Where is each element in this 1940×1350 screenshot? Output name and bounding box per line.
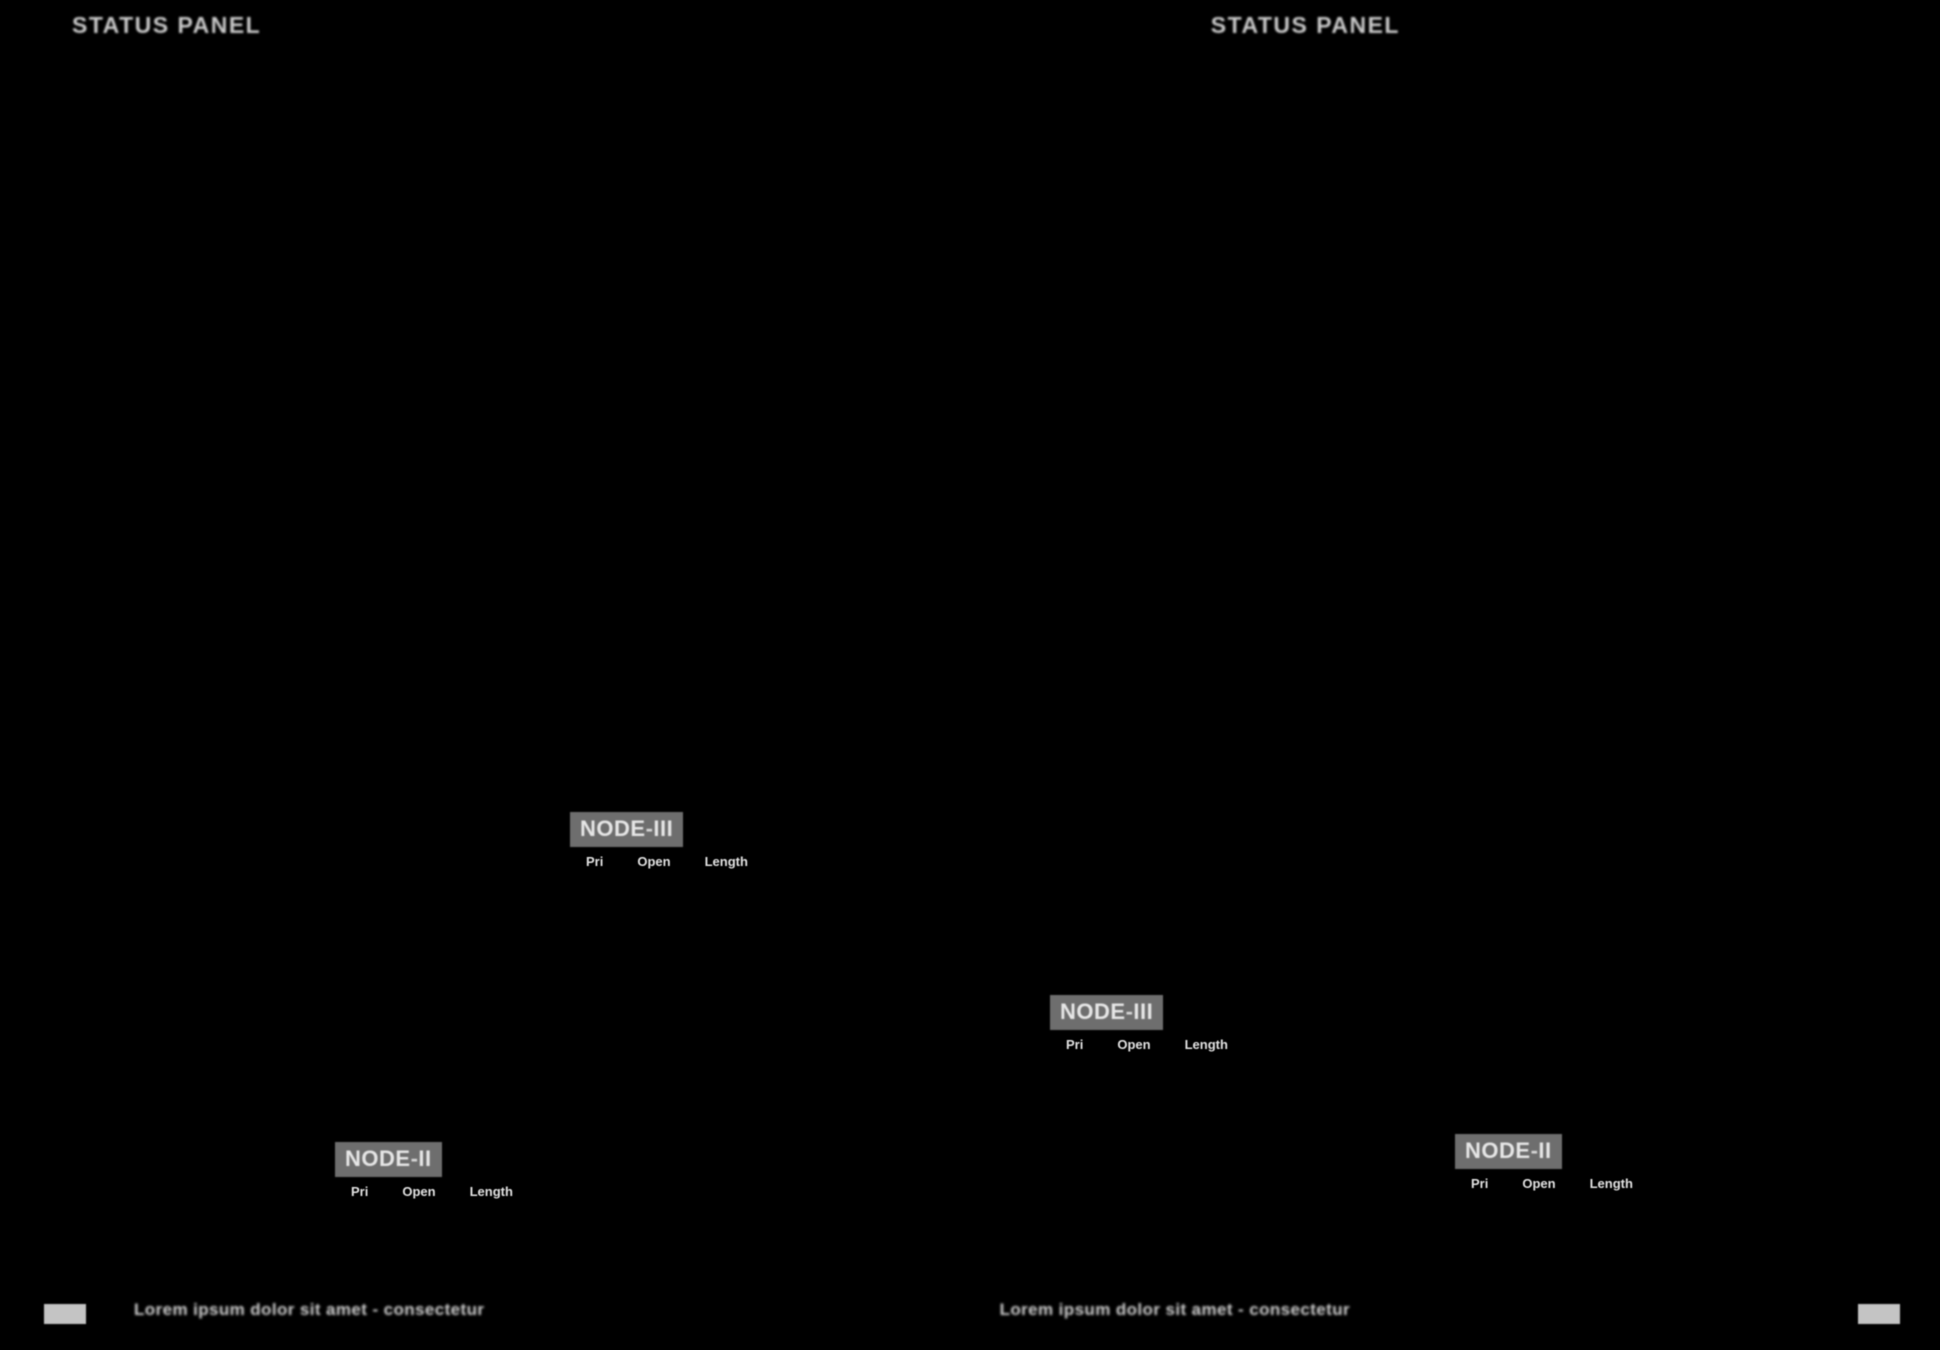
map-node[interactable] xyxy=(335,1142,513,1199)
node-separator: - xyxy=(410,1146,419,1171)
node-metric-0: Pri xyxy=(351,1184,369,1199)
map-node[interactable] xyxy=(1455,1134,1633,1191)
node-label: NODE xyxy=(1060,999,1126,1024)
main-stage xyxy=(0,62,1940,1284)
node-value: II xyxy=(1538,1138,1552,1163)
node-metric-1: Open xyxy=(1117,1037,1151,1052)
node-metric-1: Open xyxy=(402,1184,436,1199)
node-label: NODE xyxy=(580,816,646,841)
node-metric-2: Length xyxy=(469,1184,513,1199)
map-node[interactable] xyxy=(1050,995,1228,1052)
node-metric-1: Open xyxy=(1522,1176,1556,1191)
node-chip[interactable] xyxy=(1455,1134,1562,1169)
header-title-left: STATUS PANEL xyxy=(72,12,262,38)
node-metric-0: Pri xyxy=(1471,1176,1489,1191)
node-metrics xyxy=(335,1184,513,1199)
node-label: NODE xyxy=(345,1146,411,1171)
node-metrics xyxy=(1050,1037,1228,1052)
header-bar xyxy=(0,0,1940,62)
node-metric-2: Length xyxy=(1589,1176,1633,1191)
node-chip[interactable] xyxy=(335,1142,442,1177)
header-title-right: STATUS PANEL xyxy=(1210,12,1400,38)
node-value: III xyxy=(653,816,674,841)
footer-badge-right[interactable] xyxy=(1858,1304,1900,1324)
node-chip[interactable] xyxy=(570,812,683,847)
footer-status-bar xyxy=(0,1284,1940,1350)
footer-text-right: Lorem ipsum dolor sit amet - consectetur xyxy=(999,1300,1350,1319)
node-separator: - xyxy=(645,816,654,841)
node-value: III xyxy=(1133,999,1154,1024)
node-metric-0: Pri xyxy=(586,854,604,869)
node-metric-2: Length xyxy=(1184,1037,1228,1052)
map-node[interactable] xyxy=(570,812,748,869)
node-separator: - xyxy=(1125,999,1134,1024)
node-metrics xyxy=(1455,1176,1633,1191)
node-metric-2: Length xyxy=(704,854,748,869)
footer-badge-left[interactable] xyxy=(44,1304,86,1324)
node-value: II xyxy=(418,1146,432,1171)
node-separator: - xyxy=(1530,1138,1539,1163)
node-chip[interactable] xyxy=(1050,995,1163,1030)
footer-text-left: Lorem ipsum dolor sit amet - consectetur xyxy=(134,1300,485,1319)
node-metrics xyxy=(570,854,748,869)
node-metric-1: Open xyxy=(637,854,671,869)
node-label: NODE xyxy=(1465,1138,1531,1163)
node-metric-0: Pri xyxy=(1066,1037,1084,1052)
